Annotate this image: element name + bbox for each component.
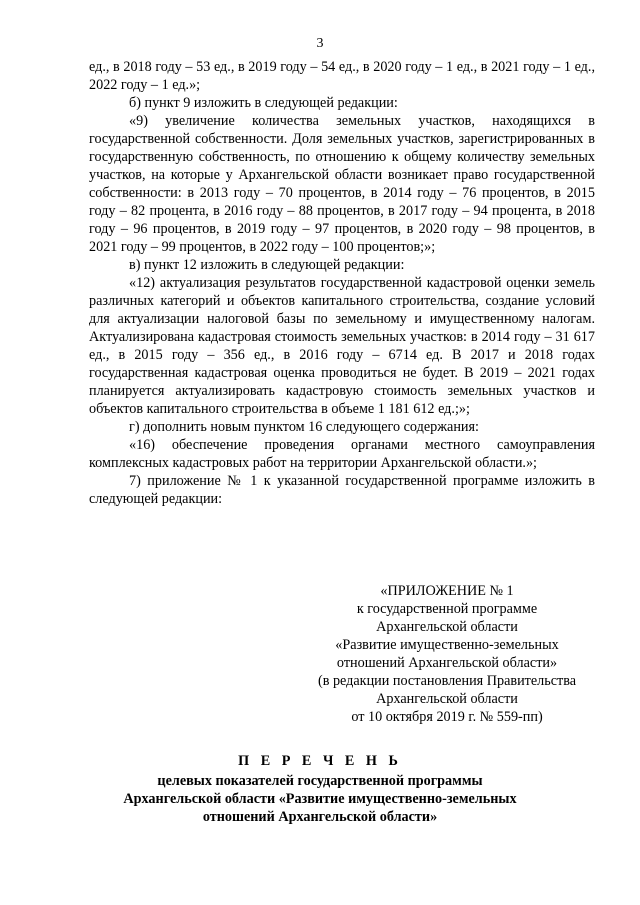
appendix-line: «ПРИЛОЖЕНИЕ № 1 xyxy=(380,583,514,599)
paragraph: в) пункт 12 изложить в следующей редакции: xyxy=(129,257,405,273)
paragraph: «9) увеличение количества земельных участков, находящихся в государственной собственности. Доля земельных участков, зарегистрированных в государственную собственность, по отношению к общему количеству земельных участков, на которые у Архангельской области возникает право государственной собственности: в 2013 году – 70 процентов, в 2014 году – 76 процентов, в 2015 году – 82 процента, в 2016 году – 88 процентов, в 2017 году – 94 процента, в 2018 году – 96 процентов, в 2019 году – 97 процентов, в 2020 году – 98 процентов, в 2021 году – 99 процентов, в 2022 году – 100 процентов;»; xyxy=(89,113,595,255)
paragraph: «12) актуализация результатов государственной кадастровой оценки земель различных категорий и объектов капитального строительства, создание условий для актуализации налоговой базы по земельному и имущественному налогам. Актуализирована кадастровая стоимость земельных участков: в 2014 году – 31 617 ед., в 2015 году – 356 ед., в 2016 году – 6714 ед. В 2017 и 2018 годах государственная кадастровая оценка проводиться не будет. В 2019 – 2021 годах планируется актуализировать кадастровую стоимость земельных участков и объектов капитального строительства в объеме 1 181 612 ед.;»; xyxy=(89,275,595,417)
paragraph: «16) обеспечение проведения органами местного самоуправления комплексных кадастровых работ на территории Архангельской области.»; xyxy=(89,437,595,471)
paragraph: б) пункт 9 изложить в следующей редакции: xyxy=(129,95,398,111)
document-body xyxy=(89,58,595,508)
title-line: целевых показателей государственной программы xyxy=(157,773,483,789)
paragraph: 7) приложение № 1 к указанной государственной программе изложить в следующей редакции: xyxy=(89,473,595,507)
appendix-line: Архангельской области xyxy=(376,691,518,707)
appendix-line: от 10 октября 2019 г. № 559-пп) xyxy=(351,709,543,725)
list-title xyxy=(0,752,640,826)
appendix-line: «Развитие имущественно-земельных xyxy=(335,637,559,653)
appendix-line: (в редакции постановления Правительства xyxy=(317,673,577,689)
title-line: Архангельской области «Развитие имущественно-земельных xyxy=(123,791,517,807)
title-line: отношений Архангельской области» xyxy=(202,809,438,825)
appendix-header xyxy=(290,582,604,726)
appendix-line: к государственной программе xyxy=(356,601,538,617)
paragraph: г) дополнить новым пунктом 16 следующего содержания: xyxy=(129,419,479,435)
appendix-line: Архангельской области xyxy=(376,619,518,635)
title-heading: П Е Р Е Ч Е Н Ь xyxy=(238,753,402,769)
page-number: 3 xyxy=(316,36,324,51)
paragraph: ед., в 2018 году – 53 ед., в 2019 году – 54 ед., в 2020 году – 1 ед., в 2021 году – 1 ед., 2022 году – 1 ед.»; xyxy=(89,59,595,93)
appendix-line: отношений Архангельской области» xyxy=(336,655,558,671)
